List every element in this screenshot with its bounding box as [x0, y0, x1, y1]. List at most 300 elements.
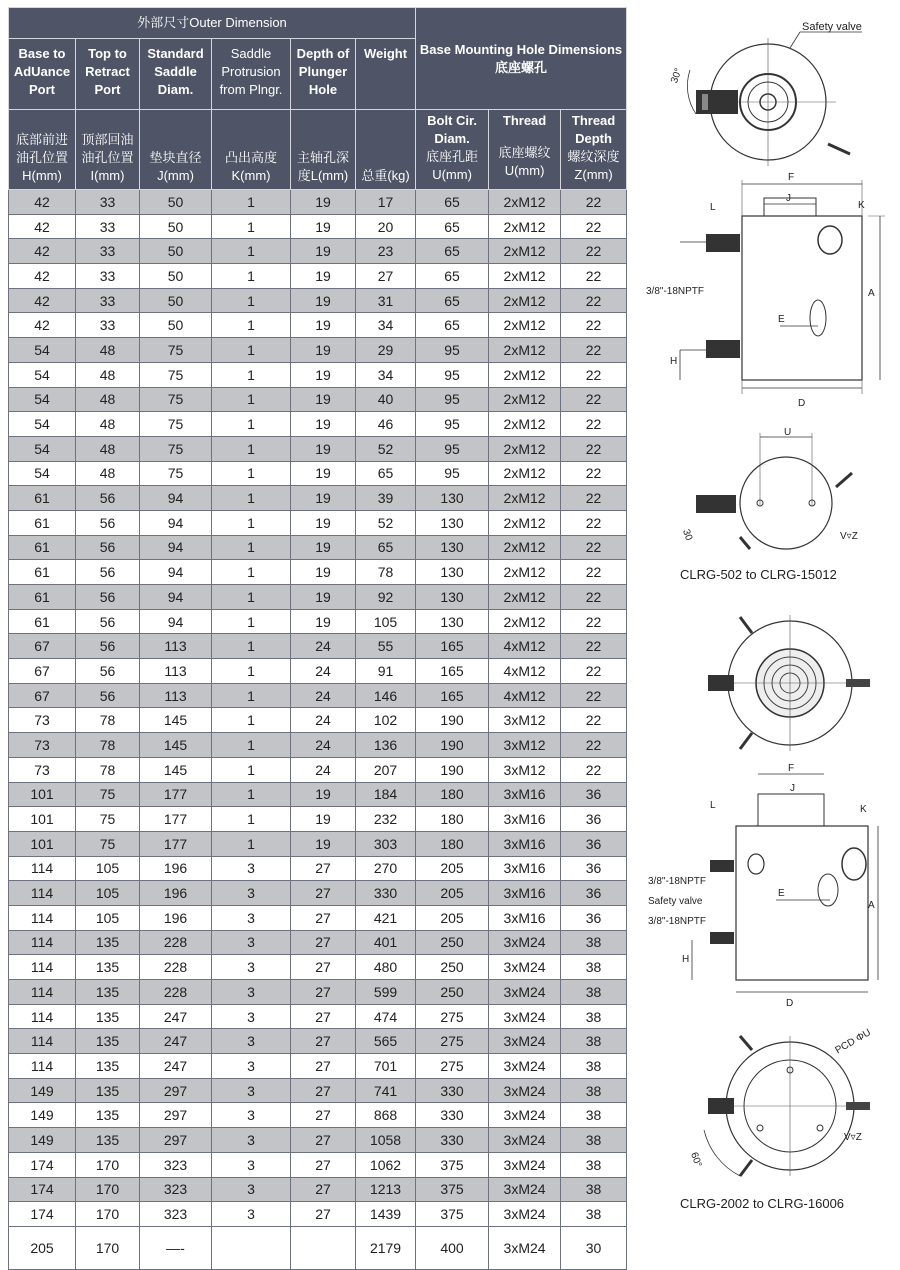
col-weight-cn: 总重(kg): [356, 110, 416, 190]
cell-i: 56: [76, 609, 140, 634]
cell-k: 1: [212, 757, 291, 782]
cell-h: 54: [9, 338, 76, 363]
cell-thread: 3xM24: [489, 1004, 561, 1029]
cell-thread: 3xM24: [489, 1152, 561, 1177]
cell-weight: 23: [356, 239, 416, 264]
cell-l: 27: [291, 856, 356, 881]
cell-l: 19: [291, 510, 356, 535]
cell-z: 22: [561, 510, 627, 535]
cell-l: 19: [291, 831, 356, 856]
cell-weight: 92: [356, 585, 416, 610]
cell-h: 174: [9, 1152, 76, 1177]
cell-weight: 65: [356, 461, 416, 486]
cell-z: 22: [561, 757, 627, 782]
cell-i: 48: [76, 387, 140, 412]
cell-h: 54: [9, 362, 76, 387]
cell-k: 1: [212, 264, 291, 289]
cell-weight: 39: [356, 486, 416, 511]
cell-z: 22: [561, 288, 627, 313]
cell-k: 1: [212, 807, 291, 832]
cell-i: 48: [76, 436, 140, 461]
cell-thread: 3xM16: [489, 881, 561, 906]
cell-j: 50: [140, 264, 212, 289]
cell-k: 1: [212, 288, 291, 313]
cell-l: 19: [291, 338, 356, 363]
cell-i: 135: [76, 1054, 140, 1079]
cell-i: 75: [76, 831, 140, 856]
cell-j: 75: [140, 412, 212, 437]
cell-weight: 421: [356, 905, 416, 930]
cell-j: —-: [140, 1226, 212, 1269]
cell-z: 22: [561, 535, 627, 560]
cell-u: 130: [416, 535, 489, 560]
cell-i: 33: [76, 264, 140, 289]
cell-u: 330: [416, 1103, 489, 1128]
cell-i: 170: [76, 1152, 140, 1177]
bolt-hole: [817, 1125, 823, 1131]
cell-u: 330: [416, 1078, 489, 1103]
col-j-cn: 垫块直径J(mm): [140, 110, 212, 190]
cell-h: 149: [9, 1103, 76, 1128]
cell-u: 95: [416, 338, 489, 363]
col-h-cn: 底部前进油孔位置H(mm): [9, 110, 76, 190]
cell-h: 149: [9, 1128, 76, 1153]
cell-i: 170: [76, 1202, 140, 1227]
cell-u: 205: [416, 905, 489, 930]
cell-k: 1: [212, 708, 291, 733]
cell-z: 30: [561, 1226, 627, 1269]
pcd-label: PCD ΦU: [833, 1027, 873, 1057]
cell-h: 114: [9, 881, 76, 906]
cell-i: 56: [76, 683, 140, 708]
npt-label: 3/8"-18NPTF: [646, 286, 705, 297]
cell-weight: 401: [356, 930, 416, 955]
cell-j: 75: [140, 387, 212, 412]
cell-h: 205: [9, 1226, 76, 1269]
cell-l: 27: [291, 1029, 356, 1054]
cell-j: 50: [140, 214, 212, 239]
cell-h: 73: [9, 733, 76, 758]
cell-u: 65: [416, 239, 489, 264]
cell-i: 56: [76, 585, 140, 610]
cell-weight: 303: [356, 831, 416, 856]
cell-i: 48: [76, 461, 140, 486]
table-row: [9, 560, 627, 585]
cell-thread: 2xM12: [489, 510, 561, 535]
cell-thread: 2xM12: [489, 560, 561, 585]
cell-l: 19: [291, 585, 356, 610]
cell-weight: 270: [356, 856, 416, 881]
cell-i: 135: [76, 1078, 140, 1103]
dim-a2-label: A: [868, 900, 875, 911]
cell-weight: 102: [356, 708, 416, 733]
col-thread-cn: 底座螺纹U(mm): [498, 145, 551, 178]
cell-i: 135: [76, 1103, 140, 1128]
cell-i: 135: [76, 1004, 140, 1029]
cell-u: 180: [416, 807, 489, 832]
cell-h: 42: [9, 239, 76, 264]
cell-h: 42: [9, 288, 76, 313]
cell-k: 1: [212, 412, 291, 437]
table-row: [9, 1029, 627, 1054]
cell-u: 65: [416, 190, 489, 215]
cell-u: 250: [416, 930, 489, 955]
cell-h: 114: [9, 1029, 76, 1054]
cell-thread: 2xM12: [489, 190, 561, 215]
cell-j: 75: [140, 362, 212, 387]
cell-h: 42: [9, 190, 76, 215]
cell-j: 50: [140, 313, 212, 338]
cell-h: 54: [9, 412, 76, 437]
cell-z: 22: [561, 362, 627, 387]
table-row: [9, 436, 627, 461]
top-view-diagram-1: [640, 18, 890, 170]
col-z-header: [561, 110, 627, 190]
cell-z: 38: [561, 1177, 627, 1202]
cell-u: 250: [416, 980, 489, 1005]
cell-thread: 2xM12: [489, 609, 561, 634]
cell-k: 1: [212, 535, 291, 560]
cell-l: 27: [291, 980, 356, 1005]
cell-l: 19: [291, 560, 356, 585]
cell-i: 105: [76, 905, 140, 930]
cell-thread: 3xM16: [489, 807, 561, 832]
table-row: [9, 659, 627, 684]
cell-u: 190: [416, 708, 489, 733]
cell-z: 38: [561, 1004, 627, 1029]
cell-l: 27: [291, 1004, 356, 1029]
cell-l: 19: [291, 264, 356, 289]
cell-h: 73: [9, 708, 76, 733]
cell-weight: 65: [356, 535, 416, 560]
cell-k: 1: [212, 609, 291, 634]
cell-l: 24: [291, 683, 356, 708]
cell-j: 113: [140, 659, 212, 684]
cell-i: 78: [76, 733, 140, 758]
cell-l: 19: [291, 461, 356, 486]
cell-thread: 3xM16: [489, 856, 561, 881]
cell-i: 56: [76, 560, 140, 585]
cell-weight: 146: [356, 683, 416, 708]
angle-30-label: 30°: [669, 66, 685, 85]
cell-h: 67: [9, 683, 76, 708]
cell-h: 114: [9, 1054, 76, 1079]
cell-l: 19: [291, 782, 356, 807]
cell-thread: 3xM24: [489, 930, 561, 955]
table-row: [9, 288, 627, 313]
cell-k: 3: [212, 1177, 291, 1202]
cell-thread: 3xM24: [489, 1226, 561, 1269]
cell-l: 19: [291, 190, 356, 215]
cell-weight: 52: [356, 436, 416, 461]
cell-weight: 31: [356, 288, 416, 313]
cell-z: 22: [561, 264, 627, 289]
cell-weight: 1439: [356, 1202, 416, 1227]
cell-u: 375: [416, 1152, 489, 1177]
cell-j: 50: [140, 239, 212, 264]
dim-d2-label: D: [786, 998, 794, 1009]
dim-j-label: J: [786, 193, 791, 204]
cell-thread: 2xM12: [489, 436, 561, 461]
cell-weight: 136: [356, 733, 416, 758]
cell-j: 196: [140, 905, 212, 930]
cell-k: 3: [212, 856, 291, 881]
table-row: [9, 955, 627, 980]
npt-label-3: 3/8"-18NPTF: [648, 916, 707, 927]
cell-h: 174: [9, 1202, 76, 1227]
cell-j: 113: [140, 634, 212, 659]
cell-l: 19: [291, 313, 356, 338]
dim-l2-label: L: [710, 800, 716, 811]
cell-h: 54: [9, 436, 76, 461]
cell-j: 247: [140, 1029, 212, 1054]
cell-u: 95: [416, 461, 489, 486]
cell-u: 330: [416, 1128, 489, 1153]
cell-j: 94: [140, 510, 212, 535]
table-row: [9, 461, 627, 486]
lifting-eye: [818, 226, 842, 254]
cell-h: 54: [9, 461, 76, 486]
table-row: [9, 1202, 627, 1227]
cell-h: 114: [9, 856, 76, 881]
cell-weight: 52: [356, 510, 416, 535]
cell-k: 3: [212, 1029, 291, 1054]
cylinder-body: [742, 216, 862, 380]
col-k-en: Saddle Protrusion from Plngr.: [212, 39, 291, 110]
cell-u: 95: [416, 362, 489, 387]
npt-label-2: 3/8"-18NPTF: [648, 876, 707, 887]
dim-l-label: L: [710, 202, 716, 213]
cell-k: 1: [212, 831, 291, 856]
cell-z: 38: [561, 980, 627, 1005]
cell-i: 56: [76, 634, 140, 659]
cell-l: 19: [291, 486, 356, 511]
cell-weight: 34: [356, 313, 416, 338]
cell-thread: 2xM12: [489, 338, 561, 363]
dim-f2-label: F: [788, 763, 795, 774]
cell-thread: 2xM12: [489, 585, 561, 610]
col-l-en: Depth of Plunger Hole: [291, 39, 356, 110]
cell-z: 36: [561, 856, 627, 881]
cell-i: 75: [76, 782, 140, 807]
cell-k: 1: [212, 190, 291, 215]
table-row: [9, 881, 627, 906]
table-row: [9, 1103, 627, 1128]
cell-thread: 3xM12: [489, 733, 561, 758]
cell-thread: 2xM12: [489, 264, 561, 289]
col-z-cn: 螺纹深度Z(mm): [567, 149, 620, 182]
cell-u: 180: [416, 782, 489, 807]
cell-weight: 40: [356, 387, 416, 412]
col-z-en: Thread Depth: [571, 113, 616, 146]
table-row: [9, 1054, 627, 1079]
cell-weight: 20: [356, 214, 416, 239]
cell-i: 56: [76, 659, 140, 684]
safety-valve-label: Safety valve: [802, 21, 862, 33]
cell-z: 38: [561, 1152, 627, 1177]
col-thread-header: [489, 110, 561, 190]
saddle: [758, 794, 824, 826]
table-row: [9, 1152, 627, 1177]
cell-k: 1: [212, 486, 291, 511]
thread-depth-label: V▿Z: [840, 531, 858, 542]
table-row: [9, 1078, 627, 1103]
cell-weight: 1062: [356, 1152, 416, 1177]
table-row: [9, 535, 627, 560]
cell-h: 42: [9, 264, 76, 289]
cell-i: 48: [76, 338, 140, 363]
table-row: [9, 856, 627, 881]
cell-i: 105: [76, 881, 140, 906]
cell-weight: 232: [356, 807, 416, 832]
cell-k: 3: [212, 1152, 291, 1177]
col-l-cn: 主轴孔深 度L(mm): [291, 110, 356, 190]
table-row: [9, 782, 627, 807]
cell-thread: 2xM12: [489, 214, 561, 239]
cell-j: 177: [140, 782, 212, 807]
cell-z: 22: [561, 634, 627, 659]
cell-h: 42: [9, 313, 76, 338]
cell-weight: 474: [356, 1004, 416, 1029]
cell-i: 135: [76, 980, 140, 1005]
cell-l: 27: [291, 1103, 356, 1128]
cell-i: 75: [76, 807, 140, 832]
col-weight-en: Weight: [356, 39, 416, 110]
cell-i: 56: [76, 510, 140, 535]
cell-j: 196: [140, 856, 212, 881]
cell-weight: 105: [356, 609, 416, 634]
port-coupler-icon: [696, 495, 736, 513]
col-u-cn: 底座孔距U(mm): [426, 149, 479, 182]
table-row: [9, 362, 627, 387]
table-row: [9, 708, 627, 733]
cell-u: 375: [416, 1202, 489, 1227]
cell-z: 38: [561, 955, 627, 980]
cell-h: 61: [9, 560, 76, 585]
cell-u: 65: [416, 288, 489, 313]
cell-l: 19: [291, 535, 356, 560]
cell-j: 94: [140, 535, 212, 560]
cell-u: 205: [416, 856, 489, 881]
cell-i: 48: [76, 412, 140, 437]
cell-thread: 2xM12: [489, 313, 561, 338]
cell-weight: 29: [356, 338, 416, 363]
cell-u: 190: [416, 757, 489, 782]
cell-u: 65: [416, 264, 489, 289]
cell-weight: 565: [356, 1029, 416, 1054]
bolt-hole: [757, 1125, 763, 1131]
spec-table: [8, 7, 627, 1270]
table-row: [9, 807, 627, 832]
cell-weight: 1213: [356, 1177, 416, 1202]
safety-valve-label-2: Safety valve: [648, 896, 703, 907]
advance-port-icon: [706, 340, 740, 358]
cell-h: 73: [9, 757, 76, 782]
cell-k: 1: [212, 338, 291, 363]
cell-z: 36: [561, 807, 627, 832]
cell-h: 42: [9, 214, 76, 239]
cell-z: 22: [561, 412, 627, 437]
cell-k: 1: [212, 782, 291, 807]
bottom-view-diagram-1: [640, 425, 890, 585]
cell-z: 22: [561, 214, 627, 239]
base-mounting-en: Base Mounting Hole Dimensions: [419, 41, 623, 57]
cell-z: 22: [561, 387, 627, 412]
cell-z: 38: [561, 930, 627, 955]
cell-weight: 207: [356, 757, 416, 782]
cell-k: 3: [212, 955, 291, 980]
cell-h: 174: [9, 1177, 76, 1202]
cell-k: 3: [212, 881, 291, 906]
cell-u: 65: [416, 214, 489, 239]
base-mounting-cn: 底座螺孔: [495, 59, 548, 75]
cell-z: 22: [561, 239, 627, 264]
cell-i: 78: [76, 757, 140, 782]
cell-l: 27: [291, 1128, 356, 1153]
cell-j: 75: [140, 338, 212, 363]
cell-l: 24: [291, 733, 356, 758]
table-row: [9, 313, 627, 338]
cell-u: 95: [416, 387, 489, 412]
port-coupler-icon: [708, 675, 734, 691]
table-row: [9, 1177, 627, 1202]
top-view-diagram-2: [640, 605, 890, 765]
cell-k: 1: [212, 510, 291, 535]
cell-thread: 4xM12: [489, 634, 561, 659]
cell-thread: 3xM24: [489, 1128, 561, 1153]
cell-j: 94: [140, 486, 212, 511]
cell-thread: 2xM12: [489, 535, 561, 560]
cell-j: 50: [140, 288, 212, 313]
cell-k: 1: [212, 436, 291, 461]
cell-z: 22: [561, 313, 627, 338]
cell-k: 1: [212, 461, 291, 486]
cell-i: 135: [76, 955, 140, 980]
cell-weight: 330: [356, 881, 416, 906]
dim-a-label: A: [868, 288, 875, 299]
cell-i: 33: [76, 288, 140, 313]
cell-u: 165: [416, 634, 489, 659]
cell-u: 205: [416, 881, 489, 906]
cell-thread: 3xM24: [489, 1177, 561, 1202]
cell-j: 145: [140, 708, 212, 733]
table-row: [9, 338, 627, 363]
cell-z: 38: [561, 1103, 627, 1128]
cell-i: 135: [76, 1128, 140, 1153]
cell-z: 22: [561, 436, 627, 461]
caption-1: CLRG-502 to CLRG-15012: [680, 567, 837, 582]
cell-u: 375: [416, 1177, 489, 1202]
cell-h: 61: [9, 585, 76, 610]
cell-l: 27: [291, 1177, 356, 1202]
cell-thread: 3xM24: [489, 1202, 561, 1227]
table-row: [9, 634, 627, 659]
base-circle: [740, 457, 832, 549]
cell-z: 22: [561, 338, 627, 363]
cell-weight: 27: [356, 264, 416, 289]
cell-k: 3: [212, 1202, 291, 1227]
cell-h: 114: [9, 980, 76, 1005]
cell-h: 67: [9, 659, 76, 684]
table-row: [9, 239, 627, 264]
cell-h: 67: [9, 634, 76, 659]
cell-z: 38: [561, 1202, 627, 1227]
cell-h: 149: [9, 1078, 76, 1103]
cell-l: 19: [291, 609, 356, 634]
cell-j: 113: [140, 683, 212, 708]
col-i-en: Top to Retract Port: [76, 39, 140, 110]
dim-h2-label: H: [682, 954, 690, 965]
